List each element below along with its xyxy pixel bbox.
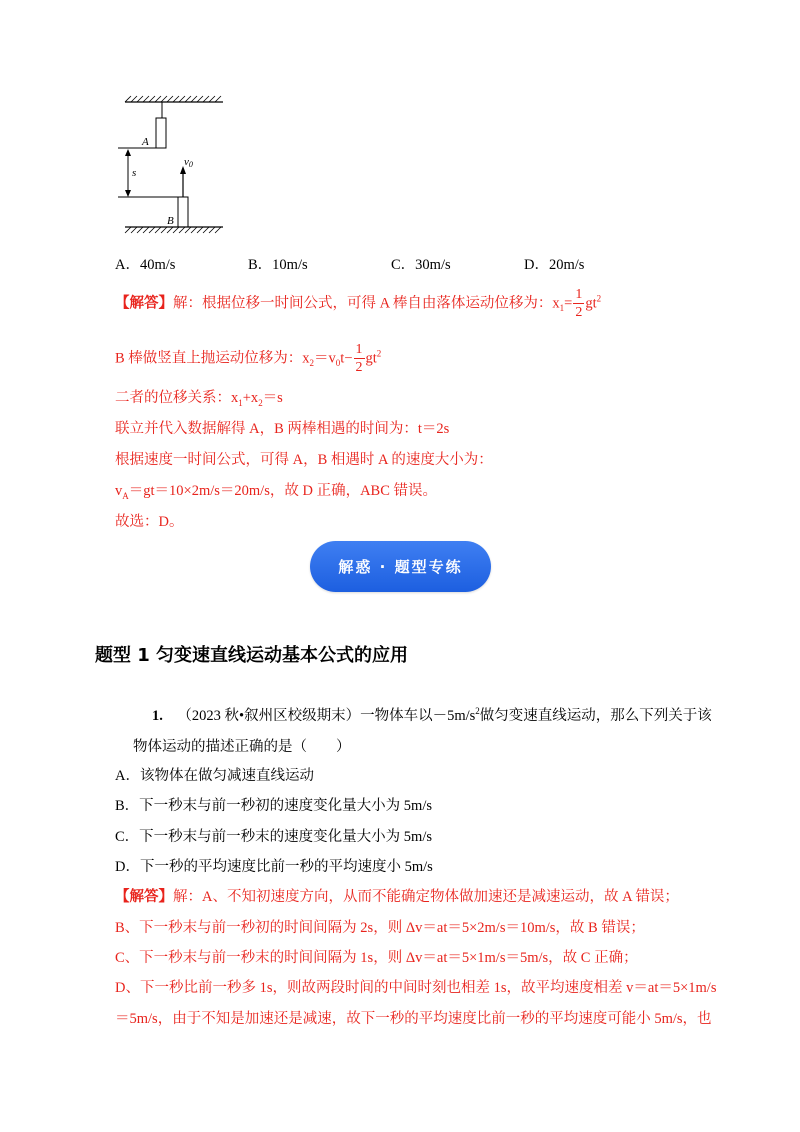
answer-tag: 【解答】 — [115, 295, 173, 312]
question1-option-c: C．下一秒末与前一秒末的速度变化量大小为 5m/s — [115, 829, 432, 845]
prev-answer-line5: 根据速度一时间公式，可得 A，B 相遇时 A 的速度大小为： — [115, 452, 493, 468]
prev-answer-line4: 联立并代入数据解得 A，B 两棒相遇的时间为：t＝2s — [115, 421, 450, 437]
label-a: A — [142, 136, 149, 148]
prev-option-a: A．40m/s — [115, 257, 176, 273]
ground-hatch — [125, 227, 221, 233]
prev-option-d: D．20m/s — [524, 257, 585, 273]
section-banner: 解惑 · 题型专练 — [310, 541, 491, 592]
prev-answer-line7: 故选：D。 — [115, 514, 184, 530]
prev-option-b: B．10m/s — [248, 257, 308, 273]
prev-answer-line1: 【解答】解：根据位移一时间公式，可得 A 棒自由落体运动位移为：$x_1=$ $\frac{1}{2}$ $gt^2$ — [115, 287, 602, 320]
label-s: s — [132, 167, 137, 179]
fraction-half: $\frac{1}{2}$ — [575, 287, 583, 320]
rod-b — [178, 197, 188, 227]
rod-a — [156, 118, 166, 148]
answer1-line3: C、下一秒末与前一秒末的时间间隔为 1s，则 Δv＝at＝5×1m/s＝5m/s，故 C 正确； — [115, 950, 638, 966]
question1-option-d: D．下一秒的平均速度比前一秒的平均速度小 5m/s — [115, 859, 433, 875]
question-number: 1. — [152, 708, 163, 724]
distance-arrow-head-down — [125, 190, 131, 197]
question1-stem-line1: 1. （2023 秋•叙州区校级期末）一物体车以$-5m/s^2$做匀变速直线运动，那么下列关于该 — [152, 706, 712, 724]
prev-answer-line2: B 棒做竖直上抛运动位移为：$x_2=v_0t-$ $\frac{1}{2}$ $gt^2$ — [115, 342, 382, 375]
answer1-line2: B、下一秒末与前一秒初的时间间隔为 2s，则 Δv＝at＝5×2m/s＝10m/s，故 B 错误； — [115, 920, 645, 936]
label-b: B — [167, 215, 174, 227]
answer-tag: 【解答】 — [115, 889, 173, 905]
question1-option-a: A．该物体在做匀减速直线运动 — [115, 768, 314, 784]
answer1-line1: 【解答】解：A、不知初速度方向，从而不能确定物体做加速还是减速运动，故 A 错误； — [115, 889, 679, 905]
distance-arrow-head-up — [125, 149, 131, 156]
section-title: 题型 1 匀变速直线运动基本公式的应用 — [95, 645, 409, 666]
motion-diagram — [110, 90, 240, 240]
prev-answer-line6: $v_A=gt=10\times 2m/s=20m/s$，故 D 正确，ABC 错误。 — [115, 483, 438, 501]
question1-stem-line2: 物体运动的描述正确的是（ ） — [133, 739, 351, 755]
question1-option-b: B．下一秒末与前一秒初的速度变化量大小为 5m/s — [115, 798, 432, 814]
fraction-half: $\frac{1}{2}$ — [355, 342, 363, 375]
answer1-line5: ＝5m/s，由于不知是加速还是减速，故下一秒的平均速度比前一秒的平均速度可能小 5m/s，也 — [115, 1011, 712, 1027]
label-v: v0 — [184, 156, 193, 169]
ceiling-hatch — [125, 96, 221, 102]
prev-option-c: C．30m/s — [391, 257, 451, 273]
answer1-line4: D、下一秒比前一秒多 1s，则故两段时间的中间时刻也相差 1s，故平均速度相差 v＝at＝5×1m/s — [115, 980, 717, 996]
prev-answer-line3: 二者的位移关系：$x_1+x_2=s$ — [115, 390, 283, 408]
